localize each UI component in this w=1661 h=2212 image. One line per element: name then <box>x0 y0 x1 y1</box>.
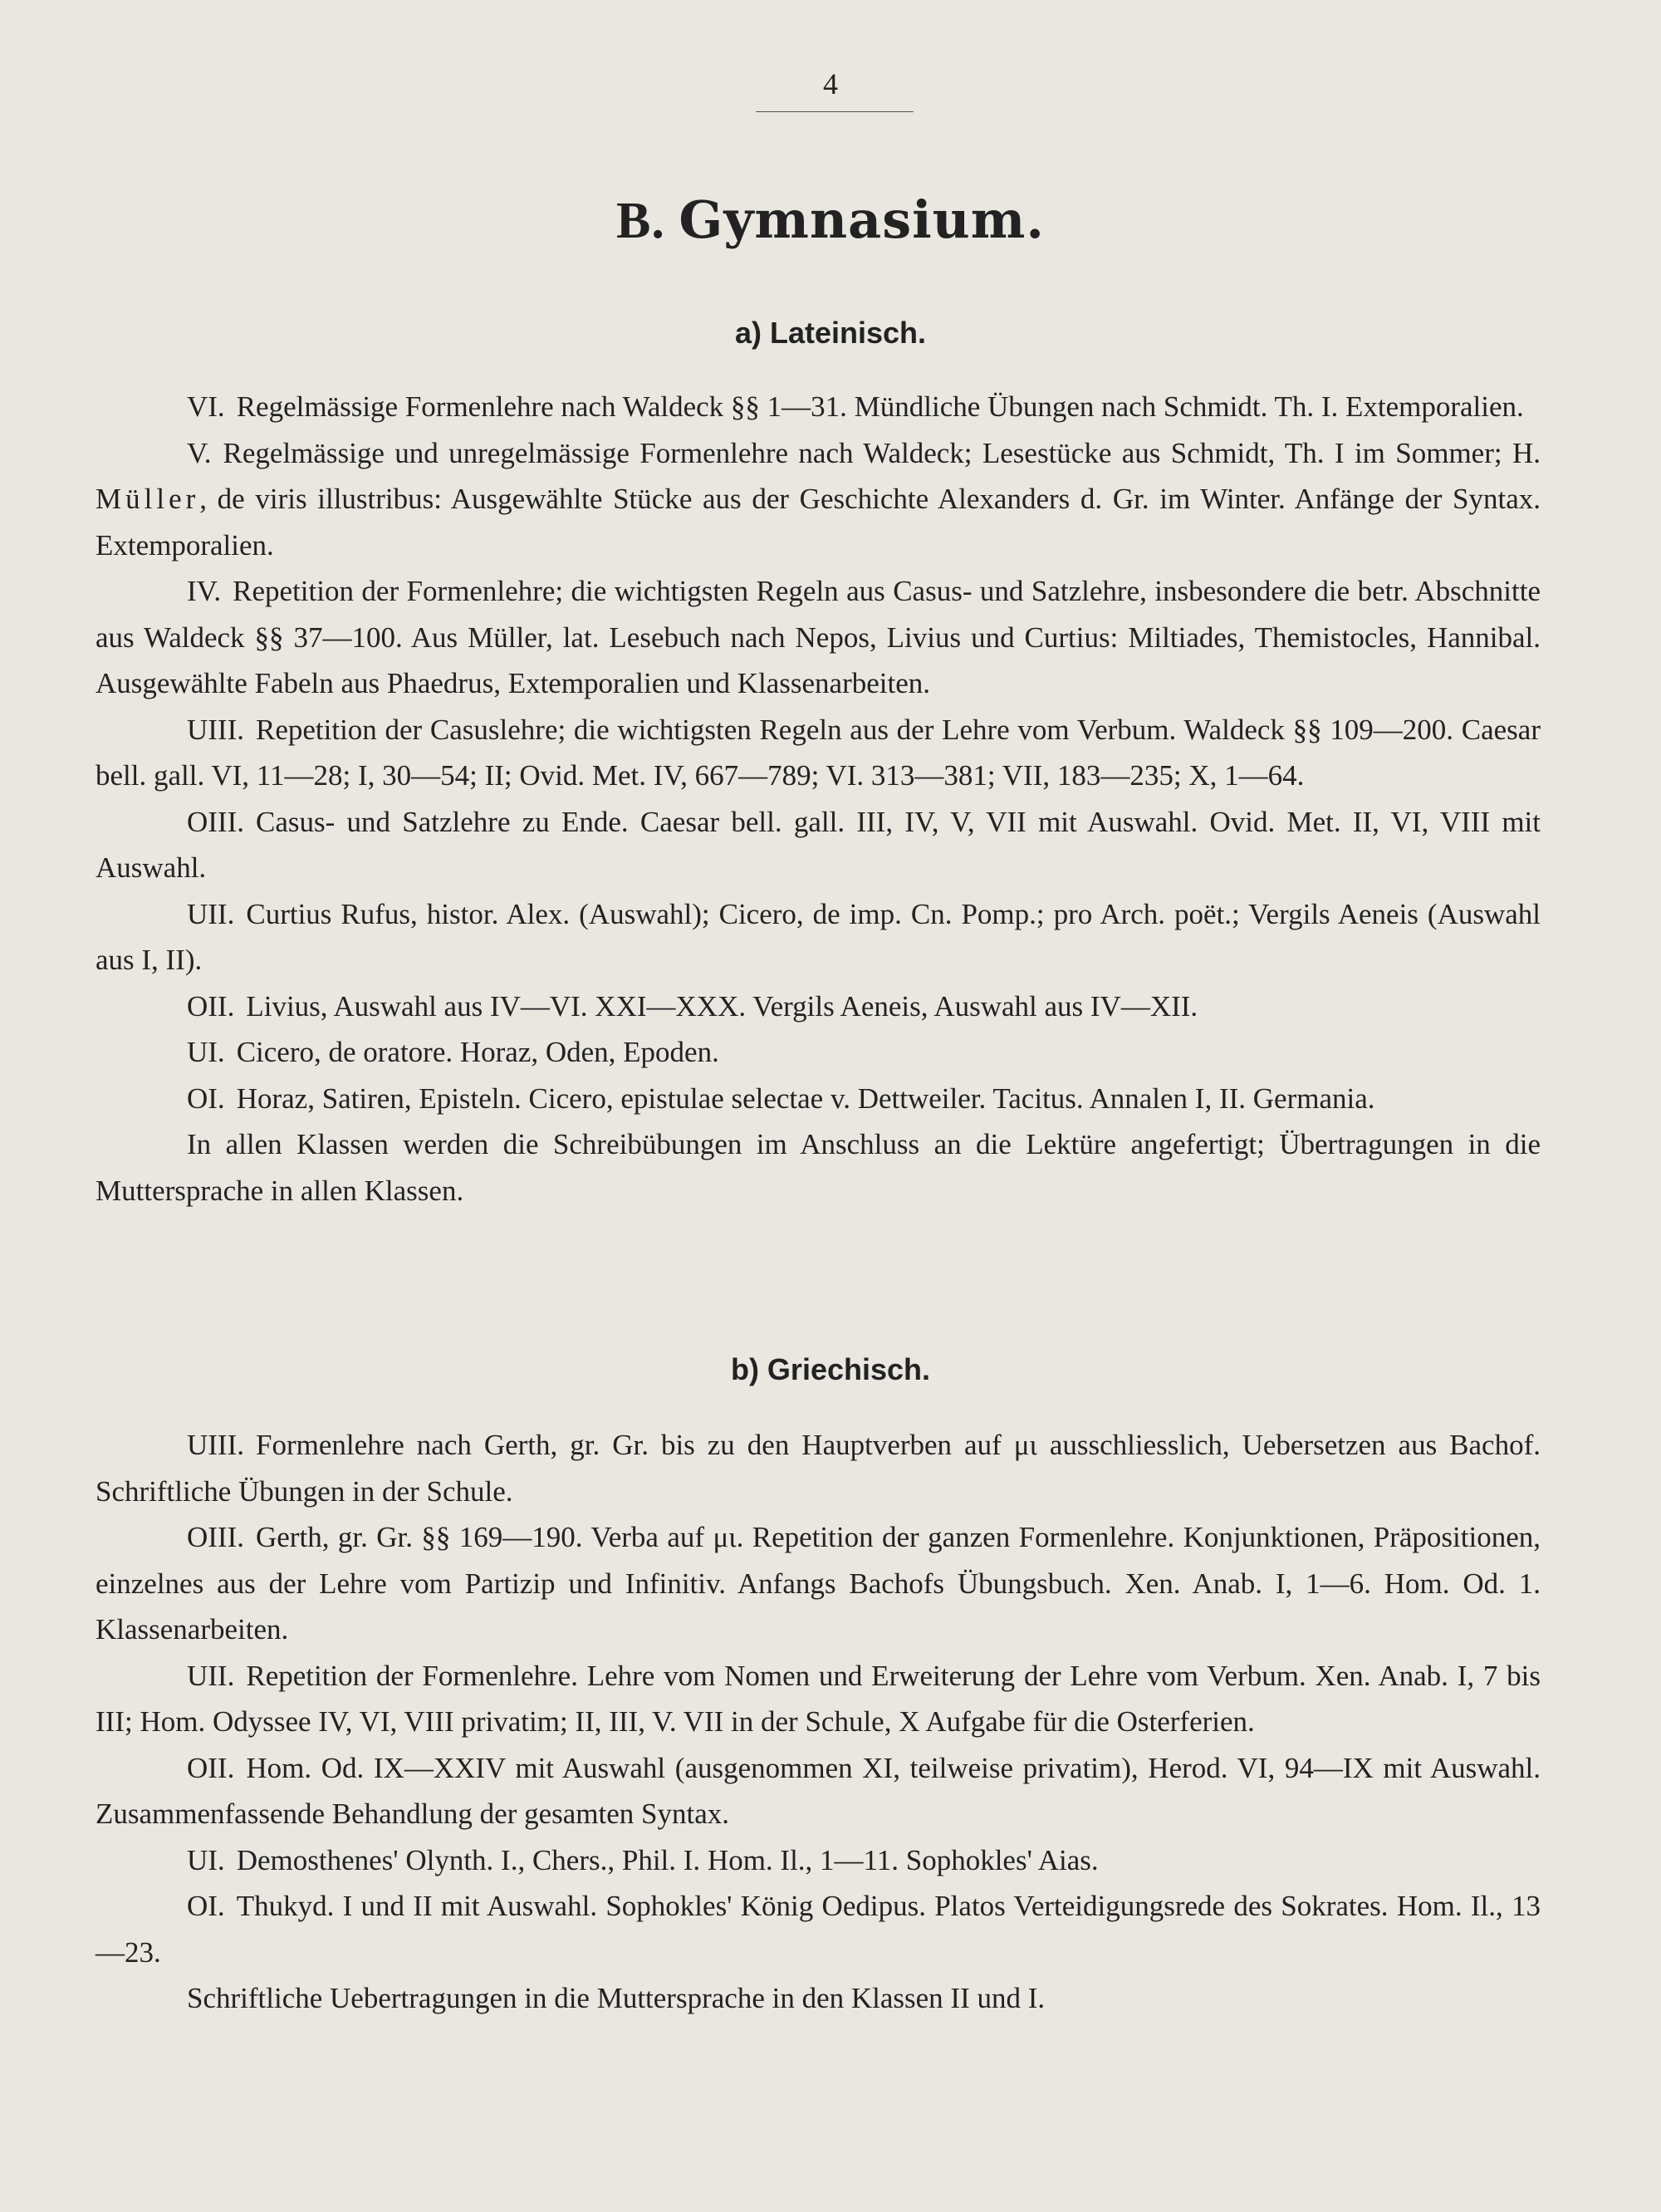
class-label: UI. <box>187 1843 225 1876</box>
paragraph-text: In allen Klassen werden die Schreibübungen im Anschluss an die Lektüre angefertigt; Übertragungen in die Muttersprache in allen Klassen. <box>96 1128 1541 1207</box>
page-title <box>0 189 1661 251</box>
class-label: OII. <box>187 1751 235 1784</box>
latin-paragraph-oii <box>96 983 1541 1030</box>
class-label: UIII. <box>187 713 244 746</box>
paragraph-text: Hom. Od. IX—XXIV mit Auswahl (ausgenommen XI, teilweise privatim), Herod. VI, 94—IX mit Auswahl. Zusammenfassende Behandlung der gesamten Syntax. <box>96 1751 1541 1830</box>
greek-paragraph-general <box>96 1975 1541 2022</box>
paragraph-text: Casus- und Satzlehre zu Ende. Caesar bell. gall. III, IV, V, VII mit Auswahl. Ovid. Met. II, VI, VIII mit Auswahl. <box>96 805 1541 884</box>
class-label: UI. <box>187 1036 225 1068</box>
class-label: UIII. <box>187 1429 244 1461</box>
latin-paragraph-vi <box>96 384 1541 430</box>
paragraph-text: Regelmässige Formenlehre nach Waldeck §§ 1—31. Mündliche Übungen nach Schmidt. Th. I. Extemporalien. <box>236 390 1524 423</box>
paragraph-text: Curtius Rufus, histor. Alex. (Auswahl); Cicero, de imp. Cn. Pomp.; pro Arch. poët.; Vergils Aeneis (Auswahl aus I, II). <box>96 897 1541 976</box>
paragraph-text: Regelmässige und unregelmässige Formenlehre nach Waldeck; Lesestücke aus Schmidt, Th. I im Sommer; H. <box>223 436 1541 469</box>
latin-section <box>96 384 1541 1214</box>
class-label: UII. <box>187 1659 235 1692</box>
latin-paragraph-oiii <box>96 799 1541 891</box>
title-word: Gymnasium. <box>679 189 1045 250</box>
class-label: OII. <box>187 989 235 1023</box>
class-label: IV. <box>187 575 222 607</box>
greek-paragraph-oii <box>96 1745 1541 1837</box>
greek-paragraph-uii <box>96 1653 1541 1745</box>
paragraph-text: Repetition der Formenlehre. Lehre vom Nomen und Erweiterung der Lehre vom Verbum. Xen. Anab. I, 7 bis III; Hom. Odyssee IV, VI, VIII privatim; II, III, V. VII in der Schule, X Aufgabe für die Osterferien. <box>96 1659 1541 1738</box>
paragraph-text: Livius, Auswahl aus IV—VI. XXI—XXX. Vergils Aeneis, Auswahl aus IV—XII. <box>246 989 1198 1023</box>
class-label: VI. <box>187 390 225 423</box>
latin-paragraph-iv <box>96 568 1541 707</box>
paragraph-text: , de viris illustribus: Ausgewählte Stücke aus der Geschichte Alexanders d. Gr. im Winter. Anfänge der Syntax. Extemporalien. <box>96 483 1541 562</box>
greek-paragraph-oi <box>96 1883 1541 1975</box>
paragraph-text: Gerth, gr. Gr. §§ 169—190. Verba auf μι. Repetition der ganzen Formenlehre. Konjunktionen, Präpositionen, einzelnes aus der Lehre vom Partizip und Infinitiv. Anfangs Bachofs Übungsbuch. Xen. Anab. I, 1—6. Hom. Od. 1. Klassenarbeiten. <box>96 1521 1541 1646</box>
paragraph-text: Cicero, de oratore. Horaz, Oden, Epoden. <box>236 1036 719 1068</box>
title-letter: B. <box>616 193 665 249</box>
paragraph-text: Thukyd. I und II mit Auswahl. Sophokles' König Oedipus. Platos Verteidigungsrede des Sokrates. Hom. Il., 13—23. <box>96 1890 1541 1969</box>
latin-paragraph-uiii <box>96 707 1541 799</box>
greek-paragraph-oiii <box>96 1514 1541 1653</box>
paragraph-text: Formenlehre nach Gerth, gr. Gr. bis zu den Hauptverben auf μι ausschliesslich, Uebersetzen aus Bachof. Schriftliche Übungen in der Schule. <box>96 1429 1541 1508</box>
greek-heading: b) Griechisch. <box>730 1352 931 1386</box>
latin-paragraph-oi <box>96 1076 1541 1122</box>
latin-paragraph-v <box>96 430 1541 569</box>
spaced-author-name: Müller <box>96 483 200 515</box>
greek-paragraph-ui <box>96 1837 1541 1884</box>
latin-paragraph-ui <box>96 1029 1541 1076</box>
paragraph-text: Repetition der Casuslehre; die wichtigsten Regeln aus der Lehre vom Verbum. Waldeck §§ 109—200. Caesar bell. gall. VI, 11—28; I, 30—54; II; Ovid. Met. IV, 667—789; VI. 313—381; VII, 183—235; X, 1—64. <box>96 713 1541 792</box>
greek-section <box>96 1422 1541 2022</box>
class-label: UII. <box>187 897 235 930</box>
class-label: OI. <box>187 1890 225 1922</box>
class-label: V. <box>187 436 212 469</box>
latin-paragraph-uii <box>96 891 1541 983</box>
latin-paragraph-general <box>96 1121 1541 1214</box>
class-label: OIII. <box>187 805 244 838</box>
paragraph-text: Horaz, Satiren, Episteln. Cicero, epistulae selectae v. Dettweiler. Tacitus. Annalen I, II. Germania. <box>236 1081 1375 1115</box>
paragraph-text: Schriftliche Uebertragungen in die Muttersprache in den Klassen II und I. <box>187 1982 1046 2014</box>
page-number-rule <box>756 111 914 112</box>
class-label: OIII. <box>187 1521 244 1553</box>
paragraph-text: Repetition der Formenlehre; die wichtigsten Regeln aus Casus- und Satzlehre, insbesondere die betr. Abschnitte aus Waldeck §§ 37—100. Aus Müller, lat. Lesebuch nach Nepos, Livius und Curtius: Miltiades, Themistocles, Hannibal. Ausgewählte Fabeln aus Phaedrus, Extemporalien und Klassenarbeiten. <box>96 575 1541 699</box>
class-label: OI. <box>187 1081 225 1115</box>
greek-paragraph-uiii <box>96 1422 1541 1514</box>
paragraph-text: Demosthenes' Olynth. I., Chers., Phil. I. Hom. Il., 1—11. Sophokles' Aias. <box>236 1843 1099 1876</box>
latin-heading: a) Lateinisch. <box>734 316 927 350</box>
page-number: 4 <box>823 67 838 101</box>
